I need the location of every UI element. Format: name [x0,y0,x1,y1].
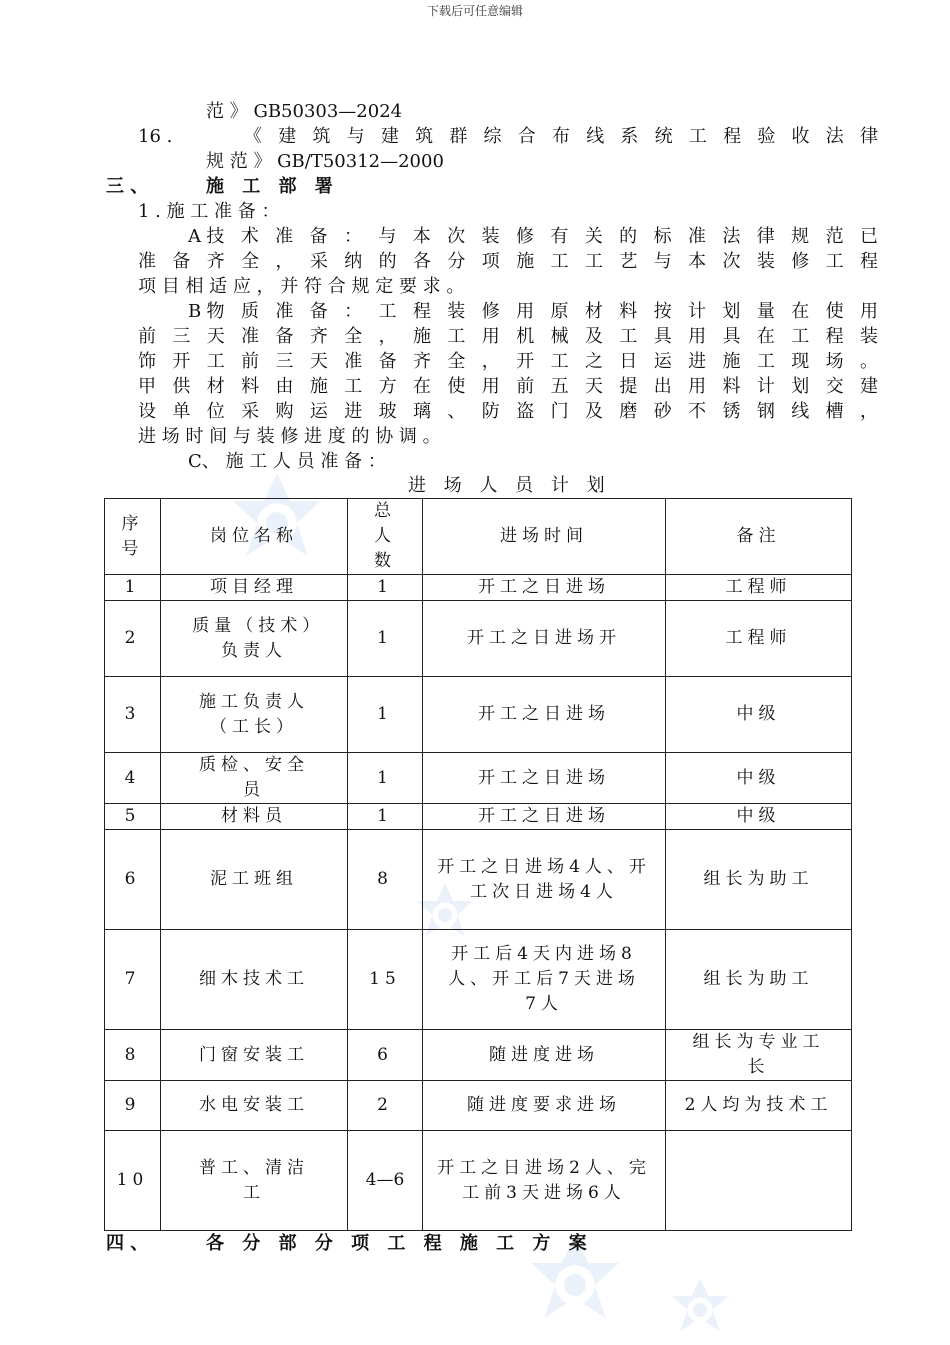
row-number: 6 [105,830,161,930]
headcount: 8 [348,830,423,930]
headcount: 1 [348,575,423,601]
post-name: 质量（技术）负责人 [161,601,348,677]
table-row [105,677,852,753]
text-line: 前 三 天 准 备 齐 全 ， 施 工 用 机 械 及 工 具 用 具 在 工 程 装 [138,326,878,347]
post-name: 泥工班组 [161,830,348,930]
text-line: 《 建 筑 与 建 筑 群 综 合 布 线 系 统 工 程 验 收 法 律 [244,126,878,147]
entry-time: 开工之日进场开 [423,601,666,677]
post-name: 项目经理 [161,575,348,601]
entry-time: 开工之日进场 [423,753,666,804]
remark: 工程师 [666,601,852,677]
snowflake-icon [665,1275,735,1345]
remark: 组长为助工 [666,930,852,1030]
remark: 组长为助工 [666,830,852,930]
headcount: 6 [348,1030,423,1081]
text-line: 准 备 齐 全 ， 采 纳 的 各 分 项 施 工 工 艺 与 本 次 装 修 工 程 [138,251,878,272]
row-number: 10 [105,1131,161,1231]
table-row [105,1030,852,1081]
table-row [105,930,852,1030]
section-title: 施 工 部 署 [206,176,339,197]
remark: 中级 [666,677,852,753]
table-row [105,830,852,930]
table-row [105,753,852,804]
text-line: 范 》 GB50303—2024 [206,101,403,122]
row-number: 3 [105,677,161,753]
row-number: 8 [105,1030,161,1081]
entry-time: 随进度要求进场 [423,1081,666,1131]
remark: 工程师 [666,575,852,601]
entry-time: 随进度进场 [423,1030,666,1081]
headcount: 4—6 [348,1131,423,1231]
entry-time: 开工之日进场 [423,804,666,830]
entry-time: 开工之日进场 [423,575,666,601]
row-number: 1 [105,575,161,601]
header-cell: 备注 [666,499,852,575]
text-line: 项 目 相 适 应 ， 并 符 合 规 定 要 求 。 [138,276,465,297]
subsection-title: C、 施 工 人 员 准 备 ： [188,451,386,472]
page-header: 下载后可任意编辑 [426,4,523,18]
table-header-row [105,499,852,575]
row-number: 7 [105,930,161,1030]
header-cell: 序号 [105,499,161,575]
text-line: 设 单 位 采 购 运 进 玻 璃 、 防 盗 门 及 磨 砂 不 锈 钢 线 槽 ， [138,401,878,422]
personnel-table [104,498,852,1231]
remark [666,1131,852,1231]
list-number: 16 . [138,126,173,147]
row-number: 2 [105,601,161,677]
text-line: 甲 供 材 料 由 施 工 方 在 使 用 前 五 天 提 出 用 料 计 划 交 建 [138,376,878,397]
text-line: 饰 开 工 前 三 天 准 备 齐 全 ， 开 工 之 日 运 进 施 工 现 场 。 [138,351,878,372]
headcount: 1 [348,601,423,677]
headcount: 15 [348,930,423,1030]
post-name: 门窗安装工 [161,1030,348,1081]
text-line: A技 术 准 备 ： 与 本 次 装 修 有 关 的 标 准 法 律 规 范 已 [188,226,878,247]
row-number: 4 [105,753,161,804]
remark: 2人均为技术工 [666,1081,852,1131]
table-row [105,804,852,830]
headcount: 1 [348,804,423,830]
section-number: 四 、 [106,1233,149,1254]
row-number: 9 [105,1081,161,1131]
remark: 组长为专业工长 [666,1030,852,1081]
post-name: 质检、安全员 [161,753,348,804]
table-row [105,1131,852,1231]
header-cell: 进场时间 [423,499,666,575]
section-title: 各 分 部 分 项 工 程 施 工 方 案 [206,1233,593,1254]
entry-time: 开工之日进场2人、完工前3天进场6人 [423,1131,666,1231]
row-number: 5 [105,804,161,830]
remark: 中级 [666,804,852,830]
header-cell: 岗位名称 [161,499,348,575]
post-name: 水电安装工 [161,1081,348,1131]
post-name: 普工、清洁工 [161,1131,348,1231]
table-title: 进 场 人 员 计 划 [408,475,611,496]
headcount: 1 [348,677,423,753]
entry-time: 开工之日进场 [423,677,666,753]
table-row [105,601,852,677]
section-number: 三 、 [106,176,149,197]
text-line: 规 范 》 GB/T50312—2000 [206,151,444,172]
table-row [105,1081,852,1131]
subsection-title: 1 . 施 工 准 备 ： [138,201,280,222]
text-line: B物 质 准 备 ： 工 程 装 修 用 原 材 料 按 计 划 量 在 使 用 [188,301,878,322]
header-cell: 总人数 [348,499,423,575]
entry-time: 开工之日进场4人、开工次日进场4人 [423,830,666,930]
text-line: 进 场 时 间 与 装 修 进 度 的 协 调 。 [138,426,441,447]
headcount: 1 [348,753,423,804]
headcount: 2 [348,1081,423,1131]
post-name: 材料员 [161,804,348,830]
post-name: 施工负责人（工长） [161,677,348,753]
entry-time: 开工后4天内进场8人、开工后7天进场7人 [423,930,666,1030]
post-name: 细木技术工 [161,930,348,1030]
table-row [105,575,852,601]
remark: 中级 [666,753,852,804]
